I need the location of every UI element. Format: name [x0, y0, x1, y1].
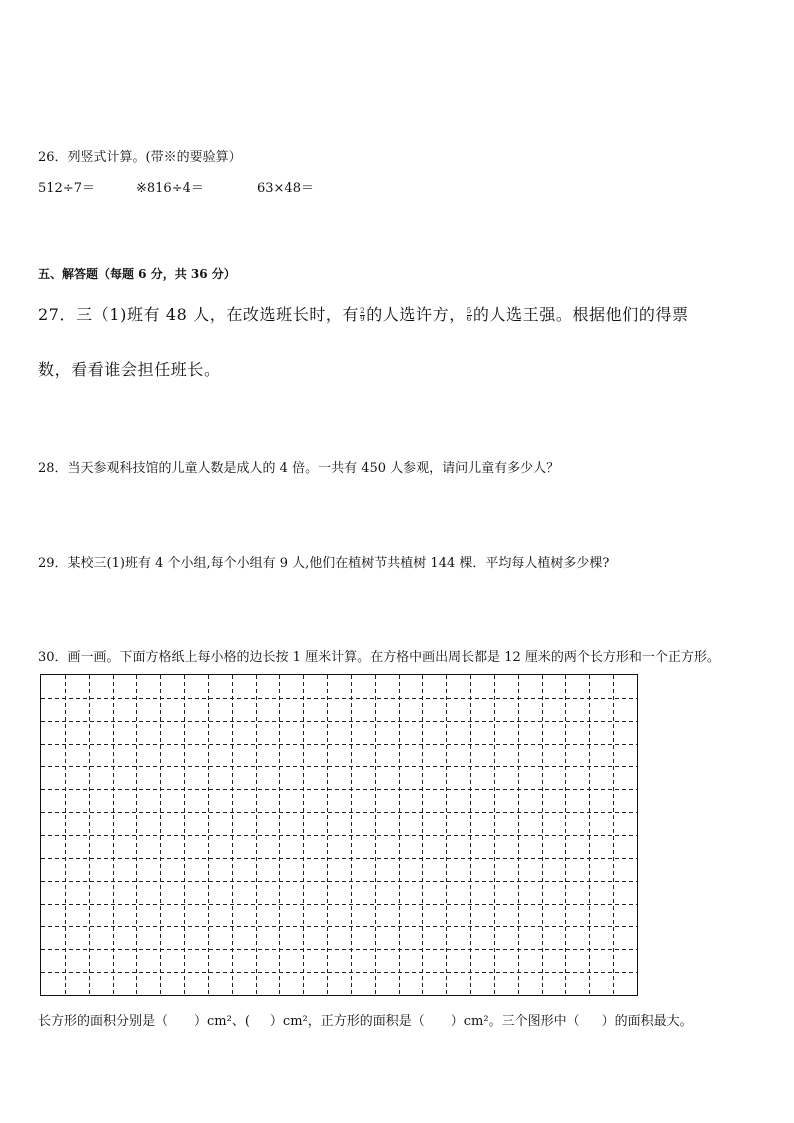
grid-lines — [41, 675, 637, 995]
question-30: 30．画一画。下面方格纸上每小格的边长按 1 厘米计算。在方格中画出周长都是 12 厘米的两个长方形和一个正方形。 — [38, 650, 720, 665]
q27-text-part-2: 的人选许方， — [366, 305, 466, 324]
fraction-denominator: 9 — [360, 315, 366, 323]
question-30-answer-line — [38, 1010, 693, 1029]
grid-paper[interactable] — [40, 674, 638, 996]
fraction-five-sixths — [467, 308, 472, 323]
answer-text-d: ）cm²。三个图形中（ — [450, 1014, 580, 1029]
question-29: 29．某校三(1)班有 4 个小组,每个小组有 9 人,他们在植树节共植树 144 棵．平均每人植树多少棵? — [38, 556, 610, 571]
calc-63-times-48: 63×48＝ — [257, 181, 314, 196]
question-27-line-1 — [38, 302, 689, 325]
calc-512-div-7: 512÷7＝ — [38, 181, 95, 196]
answer-text-e: ）的面积最大。 — [601, 1014, 693, 1029]
question-28: 28．当天参观科技馆的儿童人数是成人的 4 倍。一共有 450 人参观，请问儿童有多少人？ — [38, 461, 560, 476]
fraction-numerator: 2 — [360, 307, 366, 315]
q27-text-part-3: 的人选王强。根据他们的得票 — [472, 305, 689, 324]
fraction-two-ninths — [360, 308, 365, 323]
question-26-title: 26．列竖式计算。(带※的要验算） — [38, 150, 242, 165]
q27-text-part-1: 27．三（1)班有 48 人，在改选班长时，有 — [38, 305, 360, 324]
question-27-line-2: 数，看看谁会担任班长。 — [38, 360, 221, 379]
section-5-heading: 五、解答题（每题 6 分，共 36 分） — [38, 267, 236, 281]
answer-text-c: ）cm²，正方形的面积是（ — [269, 1014, 425, 1029]
fraction-numerator: 5 — [466, 307, 472, 315]
answer-text-b: ）cm²、( — [194, 1014, 250, 1029]
fraction-denominator: 6 — [466, 315, 472, 323]
answer-text-a: 长方形的面积分别是（ — [38, 1014, 169, 1029]
calc-816-div-4: ※816÷4＝ — [136, 181, 204, 196]
